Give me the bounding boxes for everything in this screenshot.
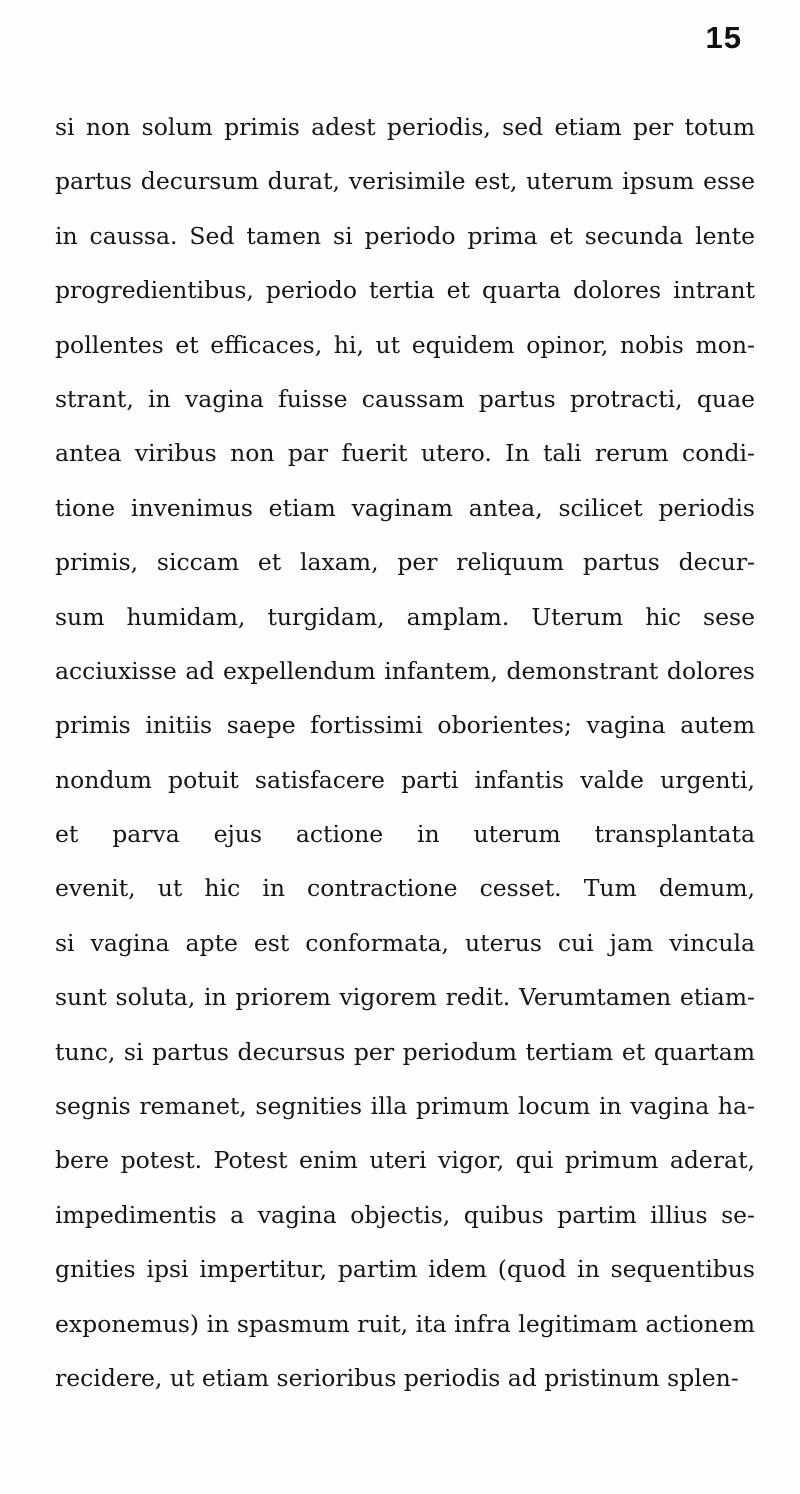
text-line: exponemus) in spasmum ruit, ita infra legitimam actionem (55, 1309, 755, 1338)
text-line: primis initiis saepe fortissimi oborientes; vagina autem (55, 711, 755, 740)
text-line: bere potest. Potest enim uteri vigor, qui primum aderat, (55, 1146, 755, 1175)
text-line: strant, in vagina fuisse caussam partus protracti, quae (55, 384, 755, 413)
text-line: sunt soluta, in priorem vigorem redit. Verumtamen etiam- (55, 983, 755, 1012)
text-line: gnities ipsi impertitur, partim idem (quod in sequentibus (55, 1255, 755, 1284)
text-line: sum humidam, turgidam, amplam. Uterum hic sese (55, 602, 755, 631)
text-line: tione invenimus etiam vaginam antea, scilicet periodis (55, 493, 755, 522)
text-line: si vagina apte est conformata, uterus cui jam vincula (55, 928, 755, 957)
text-line: impedimentis a vagina objectis, quibus partim illius se- (55, 1200, 755, 1229)
text-line: et parva ejus actione in uterum transplantata (55, 820, 755, 849)
text-line: in caussa. Sed tamen si periodo prima et secunda lente (55, 221, 755, 250)
text-line: pollentes et efficaces, hi, ut equidem opinor, nobis mon- (55, 330, 755, 359)
text-line: primis, siccam et laxam, per reliquum partus decur- (55, 548, 755, 577)
text-line: acciuxisse ad expellendum infantem, demonstrant dolores (55, 656, 755, 685)
text-line: segnis remanet, segnities illa primum locum in vagina ha- (55, 1092, 755, 1121)
body-text (55, 100, 755, 1405)
text-line: antea viribus non par fuerit utero. In tali rerum condi- (55, 439, 755, 468)
text-line: progredientibus, periodo tertia et quarta dolores intrant (55, 276, 755, 305)
page-number: 15 (705, 20, 742, 55)
text-line: tunc, si partus decursus per periodum tertiam et quartam (55, 1037, 755, 1066)
text-line: recidere, ut etiam serioribus periodis ad pristinum splen- (55, 1363, 739, 1392)
text-line: partus decursum durat, verisimile est, uterum ipsum esse (55, 167, 755, 196)
text-line: nondum potuit satisfacere parti infantis valde urgenti, (55, 765, 755, 794)
text-line: si non solum primis adest periodis, sed etiam per totum (55, 113, 755, 141)
text-line: evenit, ut hic in contractione cesset. Tum demum, (55, 874, 755, 903)
